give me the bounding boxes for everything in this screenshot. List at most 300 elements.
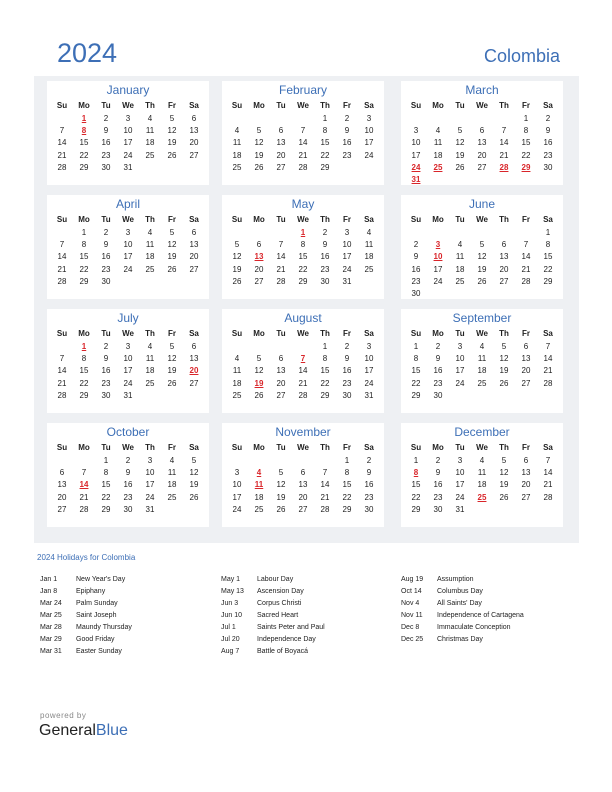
day-cell: 15 (411, 366, 421, 376)
day-cell: 17 (232, 492, 242, 502)
day-cell: 21 (276, 264, 286, 274)
day-cell: 30 (433, 504, 443, 514)
day-cell: 28 (276, 276, 286, 286)
weekday-label: Mo (253, 443, 265, 452)
month-july (47, 309, 209, 413)
holiday-name: Labour Day (257, 576, 294, 583)
day-cell: 22 (79, 378, 89, 388)
day-cell: 7 (278, 240, 284, 250)
day-cell: 11 (364, 240, 374, 250)
month-title: August (284, 311, 322, 325)
day-cell: 29 (411, 504, 421, 514)
day-cell: 26 (167, 378, 177, 388)
day-cell: 19 (477, 264, 487, 274)
empty-cell (314, 455, 336, 467)
day-cell: 16 (433, 366, 443, 376)
holiday-row (401, 598, 571, 610)
weekday-label: Mo (78, 101, 90, 110)
day-cell: 22 (79, 150, 89, 160)
day-cell: 16 (123, 480, 133, 490)
weekday-label: Sa (189, 443, 199, 452)
holiday-date: May 1 (221, 576, 241, 583)
day-cell: 6 (191, 114, 197, 123)
weekday-label: Mo (78, 329, 90, 338)
holiday-day: 8 (413, 468, 419, 478)
weekday-label: Th (145, 329, 155, 338)
day-cell: 19 (167, 252, 177, 262)
day-cell: 25 (145, 264, 155, 274)
weekday-header (51, 443, 205, 452)
day-cell: 31 (455, 504, 465, 514)
day-cell: 7 (81, 468, 87, 478)
empty-cell (270, 113, 292, 125)
month-title: November (275, 425, 331, 439)
day-cell: 15 (411, 480, 421, 490)
day-cell: 8 (322, 126, 328, 136)
weekday-label: Su (56, 329, 68, 338)
holiday-day: 24 (411, 162, 421, 172)
day-cell: 27 (477, 162, 487, 172)
weekday-label: Th (320, 329, 330, 338)
day-cell: 31 (145, 504, 155, 514)
day-cell: 25 (477, 378, 487, 388)
month-title: March (465, 83, 499, 97)
holiday-day: 1 (300, 228, 306, 237)
day-cell: 2 (545, 114, 551, 123)
holiday-row (40, 634, 210, 646)
weekday-label: Tu (276, 215, 286, 224)
day-cell: 4 (234, 354, 240, 364)
day-cell: 25 (145, 378, 155, 388)
day-cell: 10 (364, 354, 374, 364)
holiday-row (40, 622, 210, 634)
weekday-label: Tu (101, 215, 111, 224)
holiday-name: Sacred Heart (257, 612, 299, 619)
weekday-header (226, 329, 380, 338)
day-cell: 28 (298, 162, 308, 172)
holiday-name: Christmas Day (437, 636, 483, 643)
day-cell: 7 (300, 126, 306, 136)
weekday-label: Sa (189, 215, 199, 224)
holiday-row (401, 574, 571, 586)
day-cell: 5 (234, 240, 240, 250)
holiday-name: Saints Peter and Paul (257, 624, 325, 631)
day-cell: 17 (455, 480, 465, 490)
day-cell: 11 (145, 126, 155, 136)
day-cell: 29 (298, 276, 308, 286)
weekday-label: Fr (168, 215, 176, 224)
day-cell: 12 (499, 354, 509, 364)
day-cell: 24 (364, 378, 374, 388)
day-cell: 27 (276, 162, 286, 172)
day-cell: 4 (479, 456, 485, 465)
holiday-date: Jan 1 (40, 576, 58, 583)
day-cell: 3 (366, 342, 372, 351)
holiday-row (221, 574, 391, 586)
day-cell: 2 (103, 342, 109, 351)
empty-cell (405, 227, 427, 239)
day-cell: 23 (433, 378, 443, 388)
day-cell: 15 (79, 366, 89, 376)
day-cell: 20 (477, 150, 487, 160)
day-cell: 7 (59, 240, 65, 250)
weekday-label: We (122, 443, 134, 452)
day-cell: 27 (189, 378, 199, 388)
day-cell: 19 (499, 480, 509, 490)
day-cell: 1 (413, 456, 419, 465)
day-cell: 5 (256, 354, 262, 364)
day-cell: 24 (455, 492, 465, 502)
month-march (401, 81, 563, 185)
day-cell: 10 (123, 240, 133, 250)
day-cell: 26 (254, 390, 264, 400)
day-grid (405, 227, 559, 300)
day-cell: 7 (501, 126, 507, 136)
day-cell: 28 (57, 162, 67, 172)
weekday-label: Su (231, 443, 243, 452)
day-cell: 31 (123, 162, 133, 172)
holiday-row (401, 622, 571, 634)
day-cell: 21 (298, 378, 308, 388)
holiday-date: Mar 31 (40, 648, 62, 655)
weekday-label: Mo (432, 443, 444, 452)
brand-logo[interactable] (39, 722, 128, 740)
day-cell: 5 (501, 456, 507, 465)
day-cell: 26 (167, 150, 177, 160)
weekday-label: Sa (189, 101, 199, 110)
day-cell: 22 (320, 150, 330, 160)
weekday-label: Sa (364, 215, 374, 224)
weekday-label: Tu (101, 101, 111, 110)
holiday-row (401, 634, 571, 646)
weekday-label: Sa (189, 329, 199, 338)
day-cell: 11 (455, 252, 465, 262)
holiday-day: 25 (477, 492, 487, 502)
day-cell: 24 (145, 492, 155, 502)
day-cell: 11 (167, 468, 177, 478)
weekday-header (226, 215, 380, 224)
day-cell: 18 (232, 378, 242, 388)
empty-cell (493, 113, 515, 125)
weekday-label: Tu (276, 329, 286, 338)
month-title: April (115, 197, 140, 211)
day-grid (226, 227, 380, 288)
day-cell: 28 (521, 276, 531, 286)
day-cell: 9 (103, 354, 109, 364)
weekday-label: Tu (276, 443, 286, 452)
day-cell: 24 (123, 264, 133, 274)
day-cell: 14 (57, 252, 67, 262)
month-title: May (291, 197, 315, 211)
day-cell: 24 (123, 150, 133, 160)
day-cell: 14 (521, 252, 531, 262)
day-cell: 8 (81, 240, 87, 250)
holiday-date: Dec 25 (401, 636, 424, 643)
day-cell: 2 (344, 342, 350, 351)
day-cell: 6 (59, 468, 65, 478)
empty-cell (270, 341, 292, 353)
holiday-day: 11 (254, 480, 264, 490)
powered-by-text: powered by (40, 711, 87, 720)
holiday-day: 28 (499, 162, 509, 172)
day-cell: 11 (145, 354, 155, 364)
day-cell: 17 (342, 252, 352, 262)
day-cell: 1 (322, 114, 328, 123)
day-cell: 21 (57, 378, 67, 388)
weekday-label: Su (231, 215, 243, 224)
holiday-date: Mar 28 (40, 624, 62, 631)
weekday-label: Th (145, 443, 155, 452)
day-cell: 2 (344, 114, 350, 123)
weekday-label: Sa (543, 101, 553, 110)
weekday-label: Mo (78, 443, 90, 452)
month-title: February (278, 83, 328, 97)
day-cell: 24 (455, 378, 465, 388)
day-cell: 15 (298, 252, 308, 262)
weekday-label: Mo (253, 101, 265, 110)
holiday-day: 8 (81, 126, 87, 136)
day-cell: 4 (169, 456, 175, 465)
empty-cell (405, 113, 427, 125)
day-cell: 14 (276, 252, 286, 262)
day-cell: 6 (300, 468, 306, 478)
day-cell: 13 (499, 252, 509, 262)
holidays-title: 2024 Holidays for Colombia (37, 553, 136, 562)
day-cell: 4 (147, 228, 153, 237)
day-cell: 30 (543, 162, 553, 172)
weekday-label: Tu (455, 443, 465, 452)
day-cell: 4 (435, 126, 441, 136)
day-cell: 15 (342, 480, 352, 490)
day-cell: 27 (276, 390, 286, 400)
day-cell: 26 (189, 492, 199, 502)
holiday-row (40, 610, 210, 622)
weekday-label: Fr (343, 101, 351, 110)
day-cell: 14 (499, 138, 509, 148)
empty-cell (292, 341, 314, 353)
day-cell: 27 (499, 276, 509, 286)
weekday-label: We (122, 329, 134, 338)
weekday-label: Mo (432, 329, 444, 338)
weekday-label: Th (499, 215, 509, 224)
holiday-date: Jan 8 (40, 588, 58, 595)
day-cell: 30 (101, 390, 111, 400)
day-cell: 17 (123, 138, 133, 148)
day-cell: 28 (57, 390, 67, 400)
holiday-day: 1 (81, 114, 87, 123)
day-cell: 26 (499, 492, 509, 502)
day-grid (405, 455, 559, 516)
weekday-header (226, 443, 380, 452)
holiday-name: Epiphany (76, 588, 106, 595)
day-cell: 28 (320, 504, 330, 514)
day-cell: 23 (123, 492, 133, 502)
day-cell: 15 (320, 138, 330, 148)
day-cell: 17 (145, 480, 155, 490)
day-cell: 10 (145, 468, 155, 478)
weekday-header (226, 101, 380, 110)
day-cell: 22 (342, 492, 352, 502)
day-cell: 23 (101, 264, 111, 274)
day-cell: 9 (344, 126, 350, 136)
day-cell: 11 (232, 138, 242, 148)
day-cell: 23 (364, 492, 374, 502)
weekday-label: Tu (455, 329, 465, 338)
month-november (222, 423, 384, 527)
day-cell: 13 (189, 354, 199, 364)
day-cell: 11 (232, 366, 242, 376)
day-cell: 3 (413, 126, 419, 136)
weekday-header (51, 329, 205, 338)
holiday-row (221, 586, 391, 598)
day-cell: 26 (167, 264, 177, 274)
holiday-date: Nov 4 (401, 600, 420, 607)
day-cell: 6 (278, 354, 284, 364)
weekday-label: Su (410, 329, 422, 338)
day-cell: 18 (433, 150, 443, 160)
day-cell: 5 (256, 126, 262, 136)
day-cell: 26 (276, 504, 286, 514)
day-cell: 10 (455, 468, 465, 478)
day-cell: 9 (435, 468, 441, 478)
day-cell: 3 (457, 456, 463, 465)
day-cell: 1 (545, 228, 551, 237)
day-cell: 30 (320, 276, 330, 286)
weekday-label: Fr (343, 443, 351, 452)
weekday-label: Su (56, 101, 68, 110)
day-cell: 19 (167, 138, 177, 148)
weekday-label: Mo (432, 215, 444, 224)
day-cell: 13 (477, 138, 487, 148)
day-cell: 22 (543, 264, 553, 274)
day-cell: 1 (344, 456, 350, 465)
day-cell: 18 (364, 252, 374, 262)
day-cell: 20 (276, 150, 286, 160)
day-cell: 4 (479, 342, 485, 351)
weekday-label: Su (410, 101, 422, 110)
empty-cell (471, 227, 493, 239)
weekday-label: Tu (101, 329, 111, 338)
day-cell: 8 (413, 354, 419, 364)
day-cell: 12 (499, 468, 509, 478)
calendar-grid (34, 76, 579, 543)
weekday-label: Mo (253, 329, 265, 338)
day-cell: 31 (123, 390, 133, 400)
empty-cell (449, 227, 471, 239)
day-grid (405, 341, 559, 402)
holiday-name: Columbus Day (437, 588, 483, 595)
day-cell: 6 (256, 240, 262, 250)
day-cell: 6 (523, 342, 529, 351)
day-cell: 24 (342, 264, 352, 274)
weekday-label: Th (145, 215, 155, 224)
day-cell: 4 (234, 126, 240, 136)
day-cell: 23 (433, 492, 443, 502)
month-june (401, 195, 563, 299)
day-cell: 31 (342, 276, 352, 286)
weekday-label: Th (499, 101, 509, 110)
weekday-label: We (297, 101, 309, 110)
day-cell: 23 (320, 264, 330, 274)
month-title: January (106, 83, 150, 97)
day-cell: 20 (499, 264, 509, 274)
day-cell: 19 (499, 366, 509, 376)
weekday-header (405, 329, 559, 338)
day-cell: 16 (101, 366, 111, 376)
day-cell: 11 (477, 468, 487, 478)
day-cell: 18 (145, 252, 155, 262)
day-cell: 20 (298, 492, 308, 502)
weekday-label: Fr (522, 215, 530, 224)
day-cell: 23 (342, 378, 352, 388)
empty-cell (248, 227, 270, 239)
day-cell: 24 (364, 150, 374, 160)
day-cell: 19 (189, 480, 199, 490)
day-cell: 12 (189, 468, 199, 478)
holiday-day: 10 (433, 252, 443, 262)
weekday-label: Fr (343, 329, 351, 338)
day-grid (226, 341, 380, 402)
day-cell: 1 (322, 342, 328, 351)
day-cell: 7 (59, 354, 65, 364)
weekday-label: Tu (455, 215, 465, 224)
weekday-label: Th (320, 215, 330, 224)
day-cell: 27 (57, 504, 67, 514)
day-cell: 17 (123, 252, 133, 262)
day-cell: 14 (543, 468, 553, 478)
holiday-date: Aug 19 (401, 576, 424, 583)
day-cell: 30 (342, 390, 352, 400)
day-cell: 10 (411, 138, 421, 148)
holiday-day: 1 (81, 342, 87, 351)
day-cell: 18 (477, 366, 487, 376)
day-cell: 3 (125, 114, 131, 123)
weekday-label: Th (320, 443, 330, 452)
holiday-day: 31 (411, 174, 421, 184)
day-cell: 18 (145, 366, 155, 376)
holiday-day: 7 (300, 354, 306, 364)
weekday-label: Fr (168, 443, 176, 452)
month-september (401, 309, 563, 413)
holiday-day: 3 (435, 240, 441, 250)
country-title: Colombia (483, 46, 560, 66)
weekday-header (405, 215, 559, 224)
day-cell: 9 (545, 126, 551, 136)
day-cell: 17 (433, 264, 443, 274)
holiday-row (221, 634, 391, 646)
day-cell: 3 (125, 342, 131, 351)
weekday-label: Su (410, 215, 422, 224)
holiday-date: Dec 8 (401, 624, 420, 631)
day-cell: 5 (479, 240, 485, 250)
weekday-label: Th (499, 329, 509, 338)
day-cell: 12 (167, 354, 177, 364)
holiday-day: 19 (254, 378, 264, 388)
empty-cell (51, 113, 73, 125)
weekday-header (51, 215, 205, 224)
day-cell: 15 (543, 252, 553, 262)
day-cell: 16 (342, 138, 352, 148)
day-cell: 10 (455, 354, 465, 364)
day-cell: 6 (278, 126, 284, 136)
holiday-date: Mar 29 (40, 636, 62, 643)
weekday-label: Su (231, 101, 243, 110)
holiday-date: Aug 7 (221, 648, 240, 655)
holiday-date: Oct 14 (401, 588, 422, 595)
day-cell: 16 (101, 138, 111, 148)
day-cell: 21 (57, 264, 67, 274)
weekday-label: We (297, 215, 309, 224)
